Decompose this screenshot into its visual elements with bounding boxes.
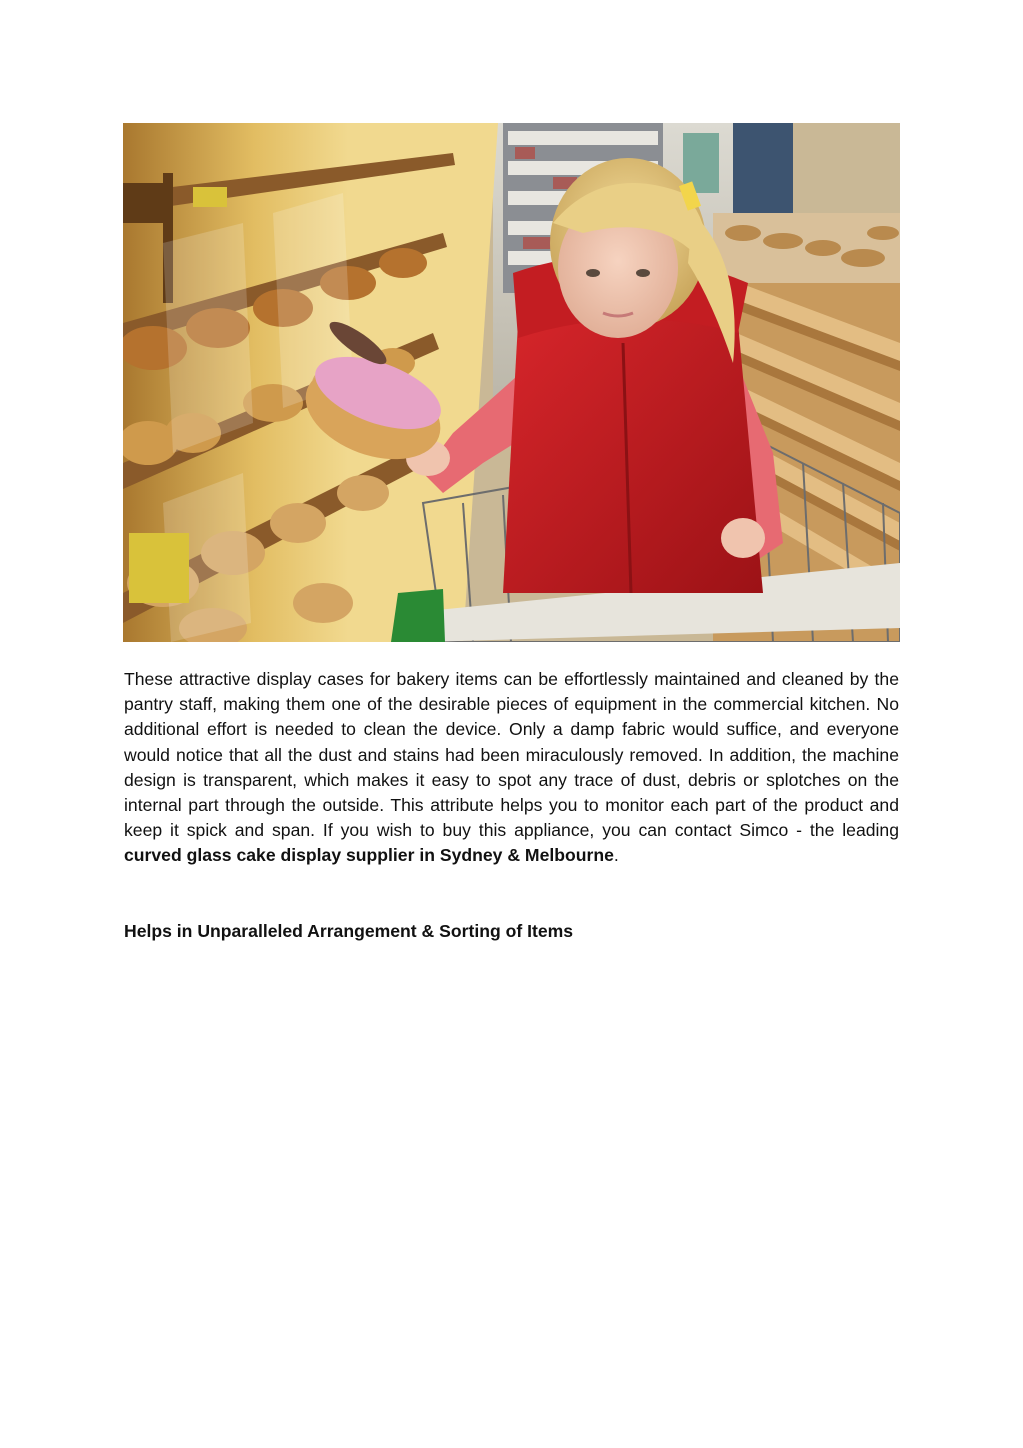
paragraph-text: These attractive display cases for bakery items can be effortlessly maintained and cleaned by the pantry staff, making them one of the desirable pieces of equipment in the commercial kitchen. No additional effort is needed to clean the device. Only a damp fabric would suffice, and everyone would notice that all the dust and stains had been miraculously removed. In addition, the machine design is transparent, which makes it easy to spot any trace of dust, debris or splotches on the internal part through the outside. This attribute helps you to monitor each part of the product and keep it spick and span. If you wish to buy this appliance, you can contact Simco - the leading — [124, 669, 899, 841]
paragraph-end: . — [613, 845, 619, 866]
body-paragraph — [124, 667, 899, 869]
supplier-link[interactable]: curved glass cake display supplier in Sydney & Melbourne — [124, 845, 614, 866]
bakery-photo — [123, 123, 900, 642]
section-heading: Helps in Unparalleled Arrangement & Sorting of Items — [124, 921, 574, 941]
